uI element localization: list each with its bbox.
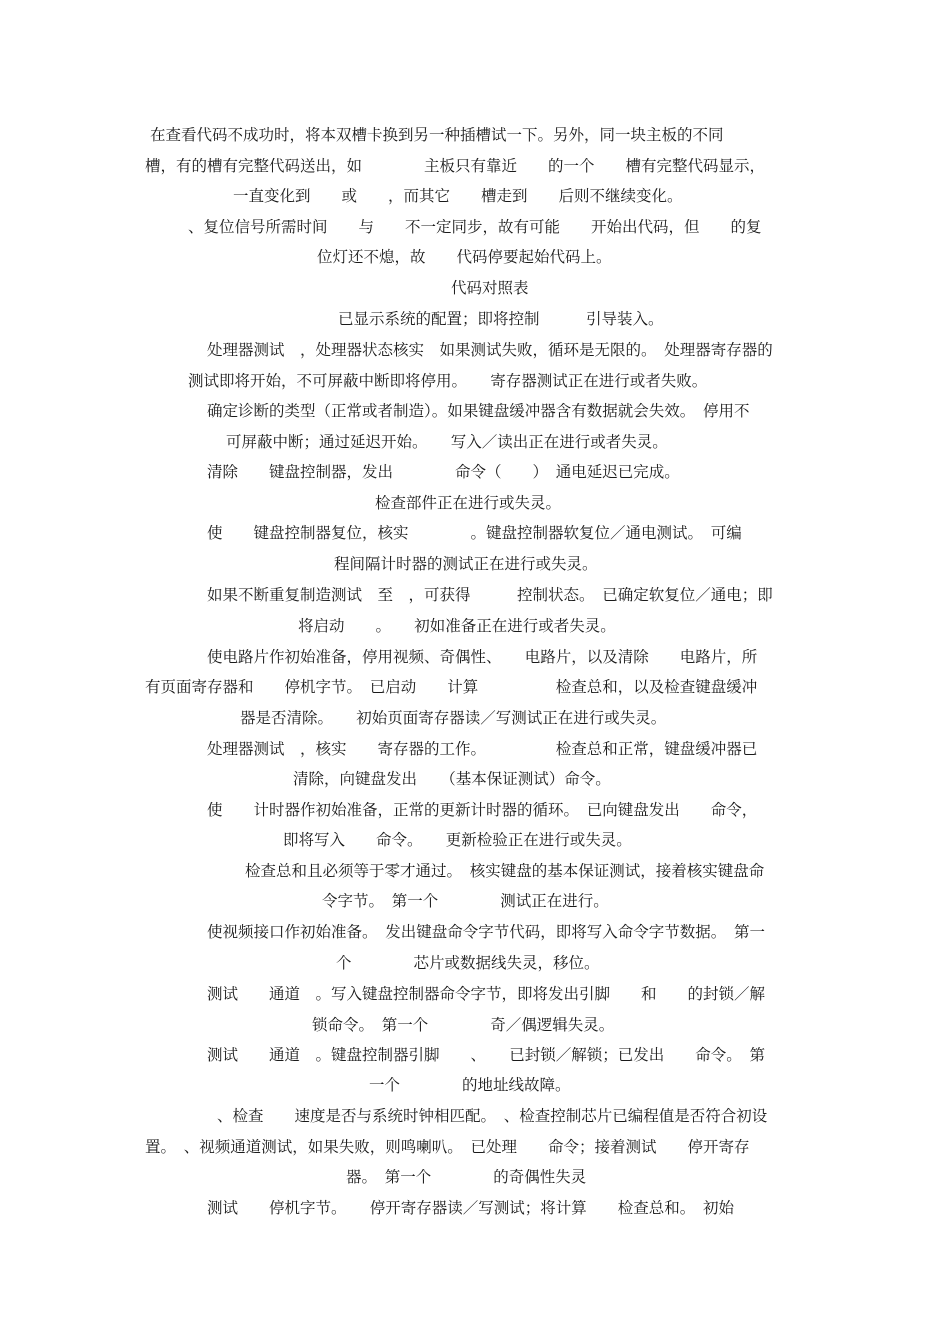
text-line: 一个 的地址线故障。 — [369, 1076, 571, 1094]
text-line: 槽，有的槽有完整代码送出，如 主板只有靠近 的一个 槽有完整代码显示， — [145, 157, 766, 175]
text-line: 处理器测试 ，处理器状态核实 如果测试失败，循环是无限的。 处理器寄存器的 — [207, 341, 773, 359]
text-line: 使 键盘控制器复位，核实 。键盘控制器软复位／通电测试。 可编 — [207, 524, 742, 542]
text-line: 使视频接口作初始准备。 发出键盘命令字节代码，即将写入命令字节数据。 第一 — [207, 923, 766, 941]
text-line: 确定诊断的类型（正常或者制造）。如果键盘缓冲器含有数据就会失效。 停用不 — [207, 402, 750, 420]
text-line: 如果不断重复制造测试 至 ，可获得 控制状态。 已确定软复位／通电；即 — [207, 586, 773, 604]
text-line: 一直变化到 或 ，而其它 槽走到 后则不继续变化。 — [233, 187, 683, 205]
text-line: 检查部件正在进行或失灵。 — [375, 494, 562, 512]
text-line: 测试即将开始，不可屏蔽中断即将停用。 寄存器测试正在进行或者失败。 — [188, 372, 708, 390]
text-line: 、复位信号所需时间 与 不一定同步，故有可能 开始出代码，但 的复 — [188, 218, 762, 236]
text-line: 测试 停机字节。 停开寄存器读／写测试；将计算 检查总和。 初始 — [207, 1199, 735, 1217]
text-line: 置。 、视频通道测试，如果失败，则鸣喇叭。 已处理 命令；接着测试 停开寄存 — [145, 1138, 750, 1156]
text-line: 有页面寄存器和 停机字节。 已启动 计算 检查总和，以及检查键盘缓冲 — [145, 678, 758, 696]
text-line: 使电路片作初始准备，停用视频、奇偶性、 电路片，以及清除 电路片，所 — [207, 648, 758, 666]
text-line: 可屏蔽中断；通过延迟开始。 写入／读出正在进行或者失灵。 — [226, 433, 668, 451]
text-line: 在查看代码不成功时，将本双槽卡换到另一种插槽试一下。另外，同一块主板的不同 — [150, 126, 724, 144]
text-line: 清除 键盘控制器，发出 命令（ ） 通电延迟已完成。 — [207, 463, 680, 481]
text-line: 个 芯片或数据线失灵，移位。 — [336, 954, 600, 972]
text-line: 将启动 。 初如准备正在进行或者失灵。 — [298, 617, 616, 635]
text-line: 器是否清除。 初始页面寄存器读／写测试正在进行或失灵。 — [240, 709, 667, 727]
text-line: 锁命令。 第一个 奇／偶逻辑失灵。 — [312, 1016, 615, 1034]
section-title: 代码对照表 — [451, 279, 529, 297]
text-line: 测试 通道 。键盘控制器引脚 、 已封锁／解锁；已发出 命令。 第 — [207, 1046, 766, 1064]
text-line: 检查总和且必须等于零才通过。 核实键盘的基本保证测试，接着核实键盘命 — [245, 862, 765, 880]
text-line: 位灯还不熄，故 代码停要起始代码上。 — [317, 248, 612, 266]
text-line: 器。 第一个 的奇偶性失灵 — [346, 1168, 587, 1186]
text-line: 使 计时器作初始准备，正常的更新计时器的循环。 已向键盘发出 命令， — [207, 801, 758, 819]
text-line: 测试 通道 。写入键盘控制器命令字节，即将发出引脚 和 的封锁／解 — [207, 985, 766, 1003]
text-line: 已显示系统的配置；即将控制 引导装入。 — [338, 310, 664, 328]
text-line: 处理器测试 ，核实 寄存器的工作。 检查总和正常，键盘缓冲器已 — [207, 740, 758, 758]
text-line: 程间隔计时器的测试正在进行或失灵。 — [334, 555, 598, 573]
text-line: 清除，向键盘发出 （基本保证测试）命令。 — [293, 770, 611, 788]
text-line: 即将写入 命令。 更新检验正在进行或失灵。 — [283, 831, 632, 849]
text-line: 令字节。 第一个 测试正在进行。 — [322, 892, 609, 910]
text-line: 、检查 速度是否与系统时钟相匹配。 、检查控制芯片已编程值是否符合初设 — [217, 1107, 768, 1125]
